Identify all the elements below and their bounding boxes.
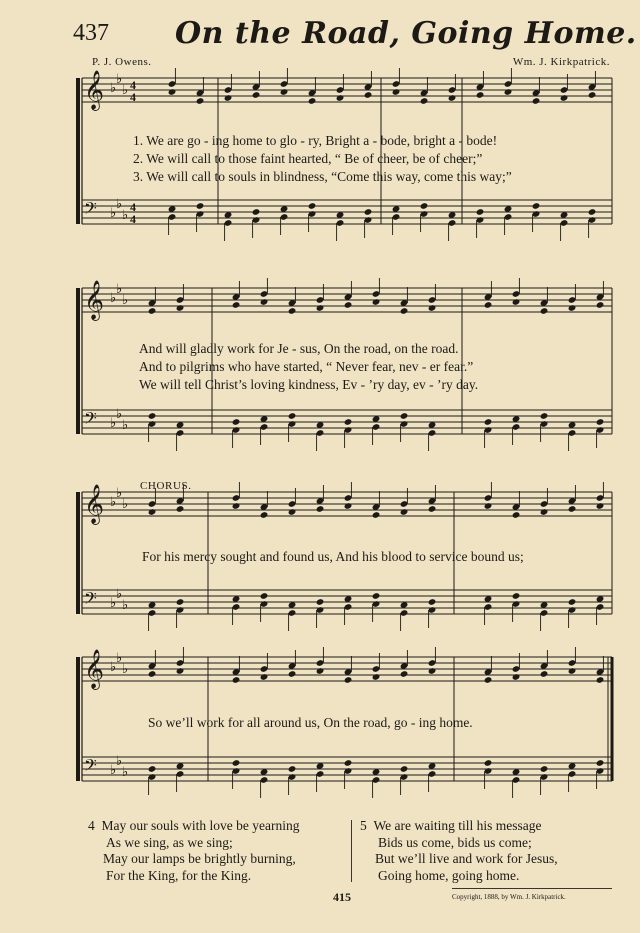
notehead <box>288 765 297 773</box>
treble-clef-icon: 𝄞 <box>84 484 105 524</box>
lyric-line-chorus: So we’ll work for all around us, On the road, go - ing home. <box>148 715 473 730</box>
notehead <box>148 670 157 678</box>
flat-icon: ♭ <box>110 494 117 509</box>
stanza-number: 4 <box>88 818 95 833</box>
flat-icon: ♭ <box>122 82 129 97</box>
notehead <box>176 598 185 606</box>
flat-icon: ♭ <box>110 290 117 305</box>
notehead <box>484 676 493 684</box>
flat-icon: ♭ <box>110 762 117 777</box>
page-number: 415 <box>333 890 351 904</box>
notehead <box>344 759 353 767</box>
notehead <box>540 670 549 678</box>
notehead <box>512 673 521 681</box>
flat-icon: ♭ <box>116 196 123 211</box>
notehead <box>540 508 549 516</box>
stanza-line: 4 May our souls with love be yearning <box>88 818 300 833</box>
notehead <box>540 307 549 315</box>
flat-icon: ♭ <box>110 80 117 95</box>
notehead <box>476 91 485 99</box>
chorus-label: CHORUS. <box>140 480 192 492</box>
bass-clef-icon: 𝄢 <box>84 588 97 612</box>
notehead <box>596 418 605 426</box>
notehead <box>392 88 401 96</box>
bass-clef-icon: 𝄢 <box>84 198 97 222</box>
stanza-5 <box>360 818 558 884</box>
notehead <box>196 97 205 105</box>
flat-icon: ♭ <box>116 753 123 768</box>
system-bracket <box>76 492 80 614</box>
notehead <box>364 208 373 216</box>
flat-icon: ♭ <box>122 764 129 779</box>
notehead <box>504 88 513 96</box>
stanza-divider <box>351 820 352 882</box>
notehead <box>428 304 437 312</box>
treble-clef-icon: 𝄞 <box>84 280 105 320</box>
notehead <box>260 298 269 306</box>
notehead <box>232 502 241 510</box>
notehead <box>484 759 493 767</box>
notehead <box>364 91 373 99</box>
notehead <box>232 676 241 684</box>
stanza-line: As we sing, as we sing; <box>106 834 233 850</box>
notehead <box>448 94 457 102</box>
flat-icon: ♭ <box>122 292 129 307</box>
system-bracket <box>76 288 80 434</box>
time-signature: 4 <box>130 78 136 92</box>
notehead <box>484 301 493 309</box>
notehead <box>428 667 437 675</box>
notehead <box>308 202 317 210</box>
notehead <box>596 502 605 510</box>
system-bracket <box>76 78 80 224</box>
notehead <box>588 208 597 216</box>
notehead <box>560 94 569 102</box>
flat-icon: ♭ <box>122 496 129 511</box>
notehead <box>316 304 325 312</box>
stanza-line: Bids us come, bids us come; <box>378 834 532 850</box>
notehead <box>484 418 493 426</box>
notehead <box>568 304 577 312</box>
lyric-line-verse-3: We will tell Christ’s loving kindness, Ev - ’ry day, ev - ’ry day. <box>139 377 479 392</box>
notehead <box>400 670 409 678</box>
notehead <box>176 505 185 513</box>
bass-clef-icon: 𝄢 <box>84 408 97 432</box>
notehead <box>288 307 297 315</box>
notehead <box>372 673 381 681</box>
flat-icon: ♭ <box>116 586 123 601</box>
lyric-line-verse-1: 1. We are go - ing home to glo - ry, Bright a - bode, bright a - bode! <box>133 133 498 148</box>
lyric-line-chorus: For his mercy sought and found us, And his blood to service bound us; <box>142 549 524 564</box>
flat-icon: ♭ <box>122 597 129 612</box>
time-signature: 4 <box>130 90 136 104</box>
notehead <box>232 418 241 426</box>
notehead <box>596 301 605 309</box>
notehead <box>168 88 177 96</box>
notehead <box>148 765 157 773</box>
notehead <box>532 202 541 210</box>
notehead <box>568 505 577 513</box>
notehead <box>420 202 429 210</box>
lyric-line-verse-2: 2. We will call to those faint hearted, “ Be of cheer, be of cheer;” <box>133 151 483 166</box>
notehead <box>372 298 381 306</box>
stanza-line: For the King, for the King. <box>106 867 252 883</box>
notehead <box>344 676 353 684</box>
notehead <box>540 765 549 773</box>
treble-clef-icon: 𝄞 <box>84 649 105 689</box>
composer-credit: Wm. J. Kirkpatrick. <box>512 56 610 68</box>
notehead <box>308 97 317 105</box>
notehead <box>260 592 269 600</box>
flat-icon: ♭ <box>110 205 117 220</box>
flat-icon: ♭ <box>116 71 123 86</box>
notehead <box>400 765 409 773</box>
notehead <box>260 511 269 519</box>
notehead <box>196 202 205 210</box>
notehead <box>428 505 437 513</box>
notehead <box>148 508 157 516</box>
notehead <box>400 508 409 516</box>
flat-icon: ♭ <box>122 417 129 432</box>
notehead <box>336 94 345 102</box>
notehead <box>148 307 157 315</box>
flat-icon: ♭ <box>110 415 117 430</box>
bass-clef-icon: 𝄢 <box>84 755 97 779</box>
notehead <box>372 511 381 519</box>
notehead <box>588 91 597 99</box>
treble-clef-icon: 𝄞 <box>84 70 105 110</box>
notehead <box>428 598 437 606</box>
notehead <box>148 412 157 420</box>
notehead <box>400 307 409 315</box>
notehead <box>540 412 549 420</box>
notehead <box>568 598 577 606</box>
stanza-line: But we’ll live and work for Jesus, <box>375 851 558 866</box>
stanza-4 <box>88 818 299 884</box>
notehead <box>344 418 353 426</box>
hymn-title: On the Road, Going Home. <box>175 16 637 51</box>
notehead <box>232 759 241 767</box>
notehead <box>400 412 409 420</box>
notehead <box>316 505 325 513</box>
copyright-notice: Copyright, 1888, by Wm. J. Kirkpatrick. <box>452 893 566 901</box>
author-credit: P. J. Owens. <box>92 56 152 68</box>
notehead <box>344 301 353 309</box>
notehead <box>484 502 493 510</box>
notehead <box>596 759 605 767</box>
notehead <box>344 502 353 510</box>
notehead <box>288 670 297 678</box>
flat-icon: ♭ <box>110 595 117 610</box>
copyright-rule <box>452 888 612 889</box>
lyric-line-verse-2: And to pilgrims who have started, “ Never fear, nev - er fear.” <box>139 359 474 374</box>
notehead <box>512 511 521 519</box>
flat-icon: ♭ <box>122 661 129 676</box>
notehead <box>476 208 485 216</box>
notehead <box>532 97 541 105</box>
notehead <box>224 94 233 102</box>
notehead <box>260 673 269 681</box>
lyric-line-verse-1: And will gladly work for Je - sus, On the road, on the road. <box>139 341 459 356</box>
lyric-line-verse-3: 3. We will call to souls in blindness, “Come this way, come this way;” <box>133 169 512 184</box>
stanza-line: May our lamps be brightly burning, <box>103 851 296 866</box>
stanza-line: Going home, going home. <box>378 867 520 883</box>
notehead <box>372 592 381 600</box>
flat-icon: ♭ <box>110 659 117 674</box>
notehead <box>316 598 325 606</box>
notehead <box>288 412 297 420</box>
flat-icon: ♭ <box>122 207 129 222</box>
notehead <box>252 208 261 216</box>
flat-icon: ♭ <box>116 281 123 296</box>
flat-icon: ♭ <box>116 485 123 500</box>
notehead <box>176 304 185 312</box>
notehead <box>252 91 261 99</box>
stanza-line: 5 We are waiting till his message <box>360 818 542 833</box>
hymn-number: 437 <box>73 20 109 46</box>
flat-icon: ♭ <box>116 406 123 421</box>
time-signature: 4 <box>130 212 136 226</box>
notehead <box>288 508 297 516</box>
notehead <box>280 88 289 96</box>
notehead <box>568 667 577 675</box>
notehead <box>316 667 325 675</box>
flat-icon: ♭ <box>116 650 123 665</box>
notehead <box>512 592 521 600</box>
stanza-number: 5 <box>360 818 367 833</box>
system-bracket <box>76 657 80 781</box>
notehead <box>420 97 429 105</box>
time-signature: 4 <box>130 200 136 214</box>
notehead <box>596 676 605 684</box>
notehead <box>232 301 241 309</box>
notehead <box>176 667 185 675</box>
notehead <box>512 298 521 306</box>
